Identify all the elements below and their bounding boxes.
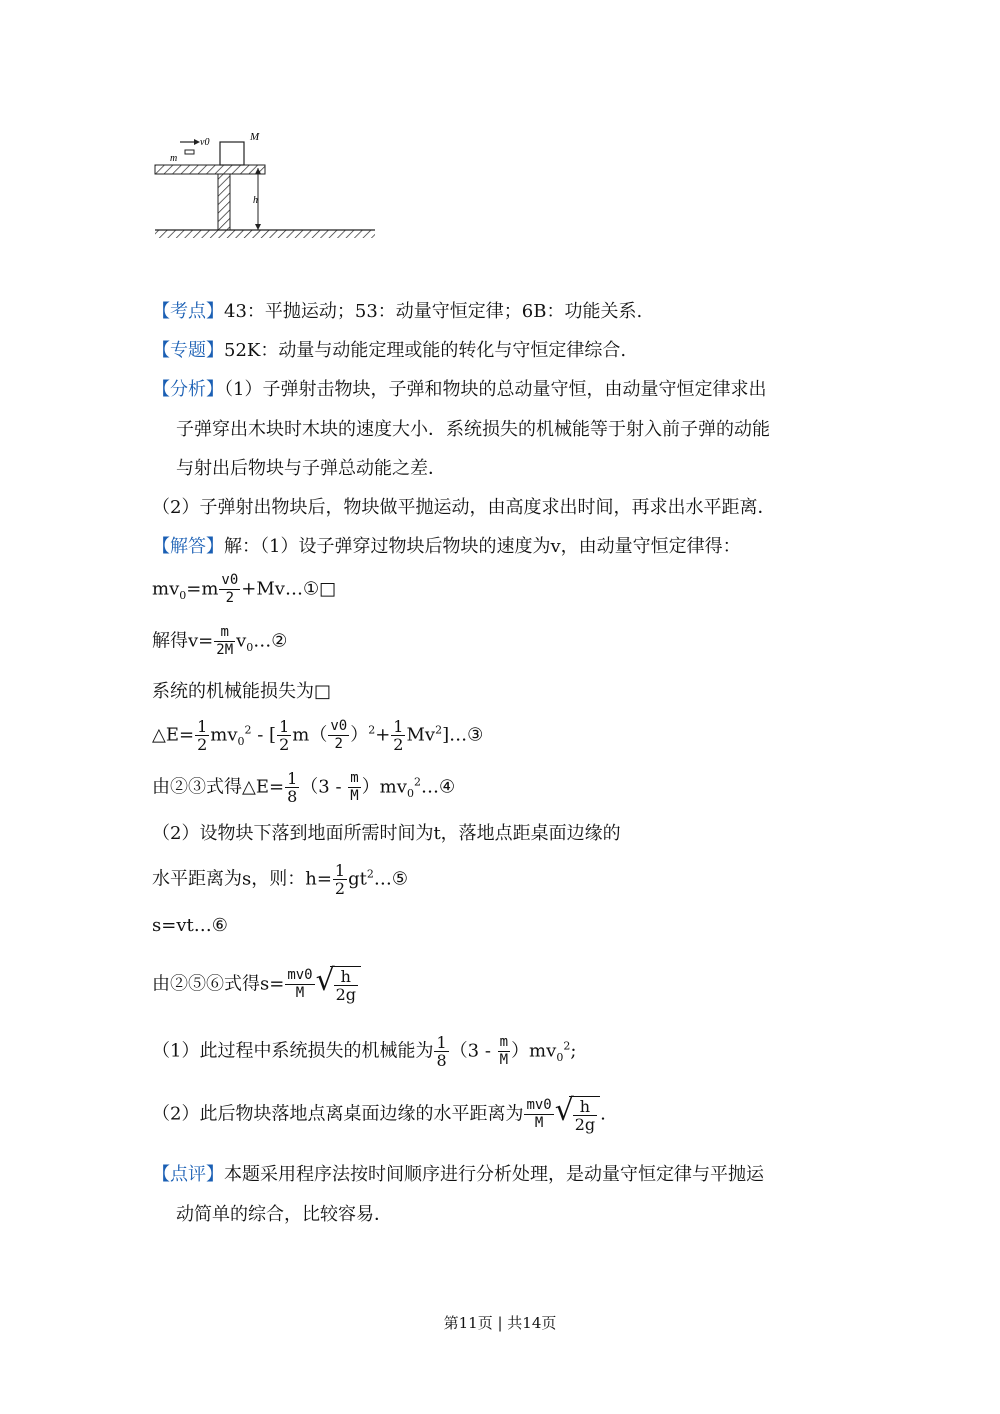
kaodian-line (152, 300, 642, 324)
dianping-line-1: 【点评】本题采用程序法按时间顺序进行分析处理，是动量守恒定律与平抛运 (152, 1164, 764, 1185)
answer-1: （1）此过程中系统损失的机械能为 $\frac{1}{8}$ （3 - $\frac{m}{M}$ ）$mv_0^2$; (152, 1033, 577, 1070)
zhuanti-line (152, 339, 626, 363)
equation-7: 由②⑤⑥式得s= $\frac{mv0}{M}$ √ $\frac{h}{2g}$ (152, 966, 361, 1003)
equation-2: 解得v= $\frac{m}{2M}$ $v_0\dots ②$ (152, 624, 288, 658)
table-leg (218, 174, 230, 230)
dianping-line-2: 动简单的综合，比较容易． (176, 1204, 392, 1225)
label-M: M (250, 131, 260, 143)
zhuanti-text: 52K：动量与动能定理或能的转化与守恒定律综合. (224, 340, 627, 361)
label-h: h (253, 195, 258, 206)
fenxi-line-3: 与射出后物块与子弹总动能之差． (176, 458, 446, 479)
dianping-tag: 【点评】 (152, 1164, 224, 1185)
fenxi-line-2: 子弹穿出木块时木块的速度大小．系统损失的机械能等于射入前子弹的动能 (176, 419, 770, 440)
label-v0: v0 (200, 137, 210, 148)
kaodian-tag: 【考点】 (152, 301, 224, 322)
jieda-tag: 【解答】 (152, 536, 224, 557)
zhuanti-tag: 【专题】 (152, 340, 224, 361)
fenxi-line-1: 【分析】（1）子弹射击物块，子弹和物块的总动量守恒，由动量守恒定律求出 (152, 379, 767, 400)
sqrt-symbol: √ $\frac{h}{2g}$ (555, 1096, 600, 1133)
label-m: m (170, 153, 178, 164)
table-top (155, 165, 265, 174)
bullet-m (185, 150, 194, 154)
equation-3: △E= $\frac{1}{2}$ $mv_0^2$ - [ $\frac{1}{2}$ m（ $\frac{v0}{2}$ ）$^2$+ $\frac{1}{2}$ Mv$^2$]…③ (152, 717, 484, 754)
answer-2: （2）此后物块落地点离桌面边缘的水平距离为 $\frac{mv0}{M}$ √ $\frac{h}{2g}$ . (152, 1093, 606, 1134)
page-footer: 第11页 | 共14页 (443, 1314, 557, 1332)
kaodian-text: 43：平抛运动；53：动量守恒定律；6B：功能关系. (224, 301, 643, 322)
ground (155, 230, 375, 238)
equation-6: s=vt…⑥ (152, 915, 228, 936)
fenxi-line-4: （2）子弹射出物块后，物块做平抛运动，由高度求出时间，再求出水平距离． (152, 497, 776, 518)
physics-diagram (150, 128, 380, 248)
equation-4: 由②③式得△E= $\frac{1}{8}$ （3 - $\frac{m}{M}$ ）$mv_0^2\dots ④$ (152, 769, 456, 806)
sqrt-symbol: √ $\frac{h}{2g}$ (316, 966, 361, 1003)
part2-line-1: （2）设物块下落到地面所需时间为t，落地点距桌面边缘的 (152, 823, 621, 844)
block-M (220, 142, 244, 165)
equation-5: 水平距离为s，则：h= $\frac{1}{2}$ $gt^2\dots ⑤$ (152, 861, 409, 898)
equation-1: $mv_0=m$ $\frac{v0}{2}$ +Mv…①□ (152, 572, 337, 606)
jieda-line: 【解答】解：（1）设子弹穿过物块后物块的速度为v，由动量守恒定律得： (152, 536, 741, 557)
fenxi-tag: 【分析】 (152, 379, 224, 400)
loss-label: 系统的机械能损失为□ (152, 681, 332, 702)
